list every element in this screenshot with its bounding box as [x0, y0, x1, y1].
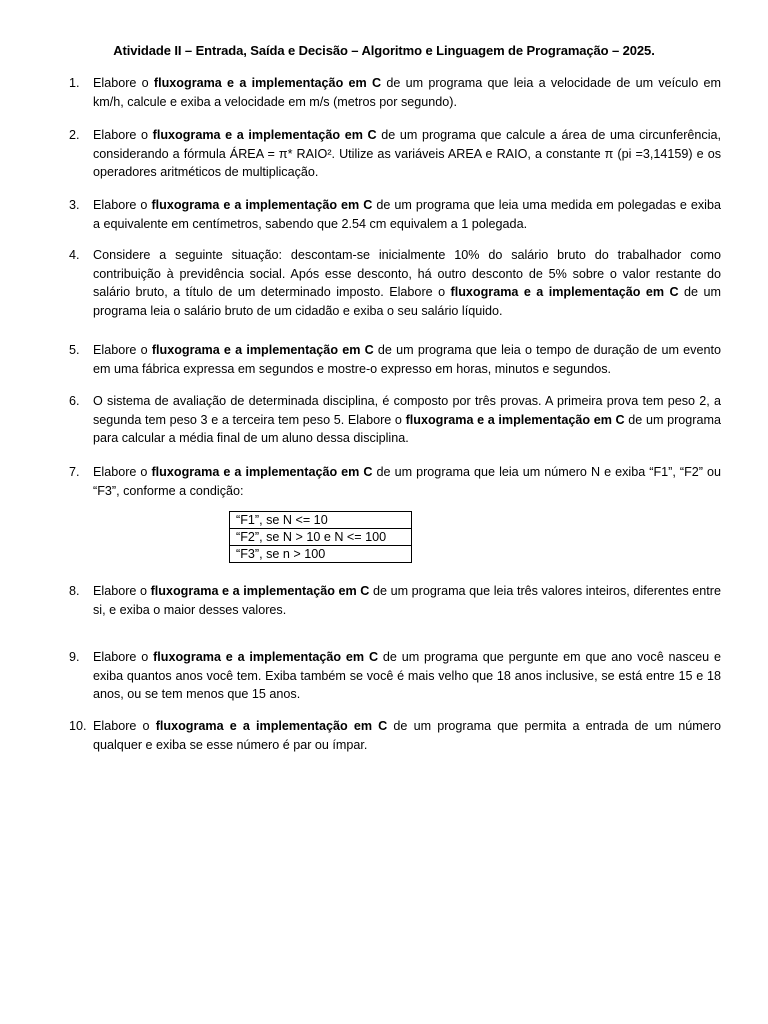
question-text: Considere a seguinte situação: descontam-se inicialmente 10% do salário bruto do trabalhador como contribuição à previdência social. Após esse desconto, há outro desconto de 5% sobre o valor restante do salário bruto, a título de um determinado imposto. Elabore o fluxograma e a implementação em C de um programa leia o salário bruto de um cidadão e exiba o seu salário líquido. [93, 248, 721, 318]
question-number: 8. [69, 584, 80, 598]
table-cell: “F1”, se N <= 10 [230, 512, 412, 529]
question-number: 10. [69, 719, 87, 733]
question-text: Elabore o fluxograma e a implementação em C de um programa que leia uma medida em polegadas e exiba a equivalente em centímetros, sabendo que 2.54 cm equivalem a 1 polegada. [93, 198, 721, 231]
question-number: 6. [69, 394, 80, 408]
question-text: Elabore o fluxograma e a implementação em C de um programa que pergunte em que ano você nasceu e exiba quantos anos você tem. Exiba também se você é mais velho que 18 anos inclusive, se está entre 15 e 18 anos, ou se tem menos que 15 anos. [93, 650, 721, 701]
table-row [230, 546, 412, 563]
question-text: O sistema de avaliação de determinada disciplina, é composto por três provas. A primeira prova tem peso 2, a segunda tem peso 3 e a terceira tem peso 5. Elabore o fluxograma e a implementação em C de um programa para calcular a média final de um aluno dessa disciplina. [93, 394, 721, 445]
question-text: Elabore o fluxograma e a implementação em C de um programa que leia um número N e exiba “F1”, “F2” ou “F3”, conforme a condição: [93, 465, 721, 498]
question-number: 5. [69, 343, 80, 357]
question-text: Elabore o fluxograma e a implementação em C de um programa que permita a entrada de um número qualquer e exiba se esse número é par ou ímpar. [93, 719, 721, 752]
page-title: Atividade II – Entrada, Saída e Decisão – Algoritmo e Linguagem de Programação – 2025. [113, 43, 655, 58]
question-number: 3. [69, 198, 80, 212]
question-number: 2. [69, 128, 80, 142]
condition-table [229, 511, 412, 563]
question-text: Elabore o fluxograma e a implementação em C de um programa que leia a velocidade de um veículo em km/h, calcule e exiba a velocidade em m/s (metros por segundo). [93, 76, 721, 109]
table-cell: “F2”, se N > 10 e N <= 100 [230, 529, 412, 546]
question-text: Elabore o fluxograma e a implementação em C de um programa que calcule a área de uma circunferência, considerando a fórmula ÁREA = π* RAIO². Utilize as variáveis AREA e RAIO, a constante π (pi =3,14159) e os operadores aritméticos de multiplicação. [93, 128, 721, 179]
question-text: Elabore o fluxograma e a implementação em C de um programa que leia três valores inteiros, diferentes entre si, e exiba o maior desses valores. [93, 584, 721, 617]
question-number: 4. [69, 248, 80, 262]
question-text: Elabore o fluxograma e a implementação em C de um programa que leia o tempo de duração de um evento em uma fábrica expressa em segundos e mostre-o expresso em horas, minutos e segundos. [93, 343, 721, 376]
question-number: 9. [69, 650, 80, 664]
question-number: 1. [69, 76, 80, 90]
question-number: 7. [69, 465, 80, 479]
table-row [230, 529, 412, 546]
table-row [230, 512, 412, 529]
table-cell: “F3”, se n > 100 [230, 546, 412, 563]
